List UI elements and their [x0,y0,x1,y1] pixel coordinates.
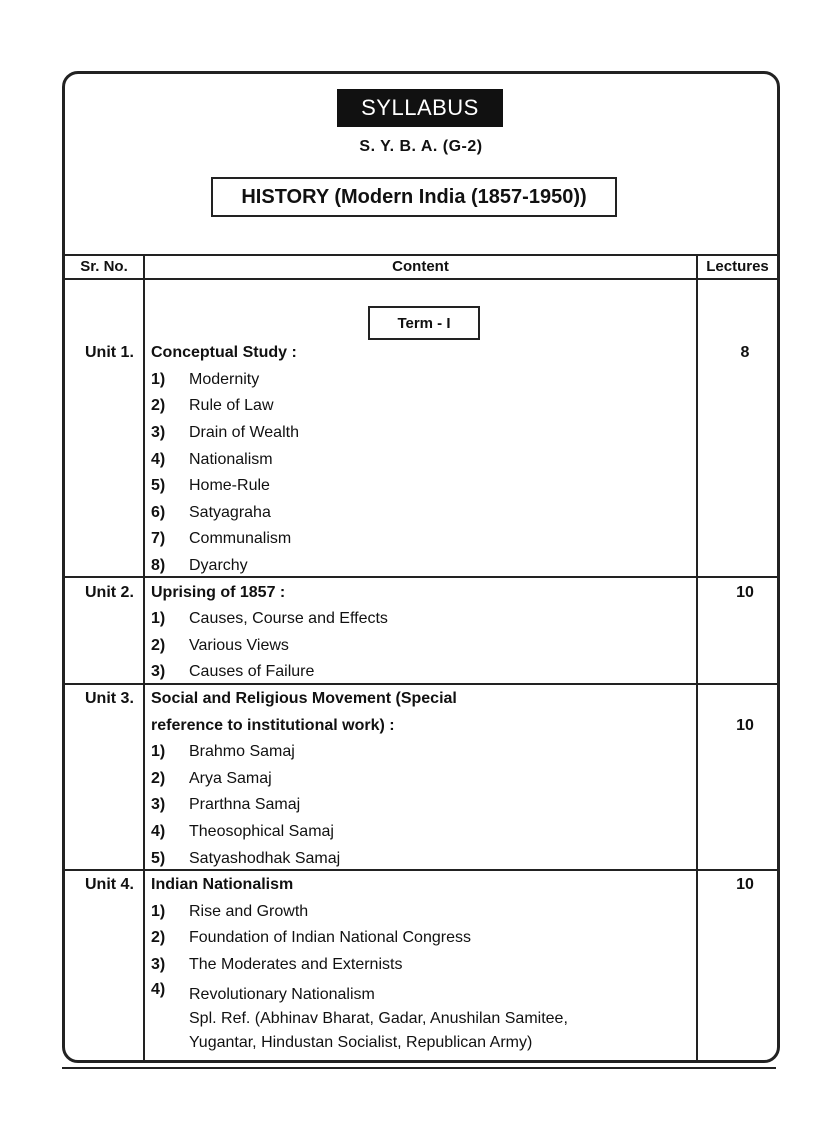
list-item: Prarthna Samaj [189,796,301,813]
unit-divider [65,576,777,578]
unit-label: Unit 2. [85,584,134,601]
column-divider [696,254,698,1060]
list-item: Causes, Course and Effects [189,610,388,627]
unit-heading: Uprising of 1857 : [151,584,286,601]
unit-heading-continued: reference to institutional work) : [151,717,395,734]
unit-label: Unit 4. [85,876,134,893]
list-item: Nationalism [189,451,273,468]
lecture-count: 10 [736,717,754,734]
list-item: Rule of Law [189,397,274,414]
item-number: 3) [151,956,166,973]
item-number: 5) [151,850,166,867]
item-number: 2) [151,929,166,946]
item-number: 2) [151,770,166,787]
unit-divider [65,683,777,685]
unit-divider [65,869,777,871]
item-number: 2) [151,637,166,654]
table-top-border [65,254,777,256]
item-number: 1) [151,610,166,627]
unit-heading: Social and Religious Movement (Special [151,690,457,707]
lecture-count: 8 [740,344,750,361]
syllabus-frame [62,71,780,1063]
unit-heading: Indian Nationalism [151,876,294,893]
list-item: Modernity [189,371,260,388]
item-number: 1) [151,371,166,388]
class-subtitle: S. Y. B. A. (G-2) [359,138,483,155]
unit-label: Unit 3. [85,690,134,707]
special-reference-note: Spl. Ref. (Abhinav Bharat, Gadar, Anushilan Samitee, [189,1010,568,1027]
course-title: HISTORY (Modern India (1857-1950)) [211,177,617,217]
list-item: Dyarchy [189,557,248,574]
header-sr-no: Sr. No. [80,258,128,275]
list-item: Satyashodhak Samaj [189,850,341,867]
item-number: 4) [151,823,166,840]
item-number: 7) [151,530,166,547]
item-number: 5) [151,477,166,494]
item-number: 3) [151,663,166,680]
item-number: 3) [151,796,166,813]
item-number: 1) [151,743,166,760]
list-item: Communalism [189,530,292,547]
item-number: 1) [151,903,166,920]
list-item: Various Views [189,637,289,654]
list-item: Causes of Failure [189,663,315,680]
table-header-border [65,278,777,280]
lecture-count: 10 [736,876,754,893]
list-item: Drain of Wealth [189,424,299,441]
list-item: Revolutionary Nationalism [189,986,375,1003]
syllabus-title: SYLLABUS [337,89,503,127]
list-item: Theosophical Samaj [189,823,334,840]
term-label: Term - I [368,306,480,340]
list-item: Foundation of Indian National Congress [189,929,471,946]
item-number: 2) [151,397,166,414]
unit-label: Unit 1. [85,344,134,361]
header-content: Content [392,258,449,275]
special-reference-note-continued: Yugantar, Hindustan Socialist, Republican Army) [189,1034,533,1051]
column-divider [143,254,145,1060]
list-item: The Moderates and Externists [189,956,403,973]
list-item: Satyagraha [189,504,271,521]
item-number: 8) [151,557,166,574]
unit-heading: Conceptual Study : [151,344,297,361]
item-number: 4) [151,451,166,468]
list-item: Rise and Growth [189,903,309,920]
item-number: 3) [151,424,166,441]
list-item: Brahmo Samaj [189,743,295,760]
item-number: 6) [151,504,166,521]
item-number: 4) [151,981,166,998]
header-lectures: Lectures [706,258,769,275]
lecture-count: 10 [736,584,754,601]
list-item: Arya Samaj [189,770,272,787]
footer-rule [62,1067,776,1069]
list-item: Home-Rule [189,477,270,494]
